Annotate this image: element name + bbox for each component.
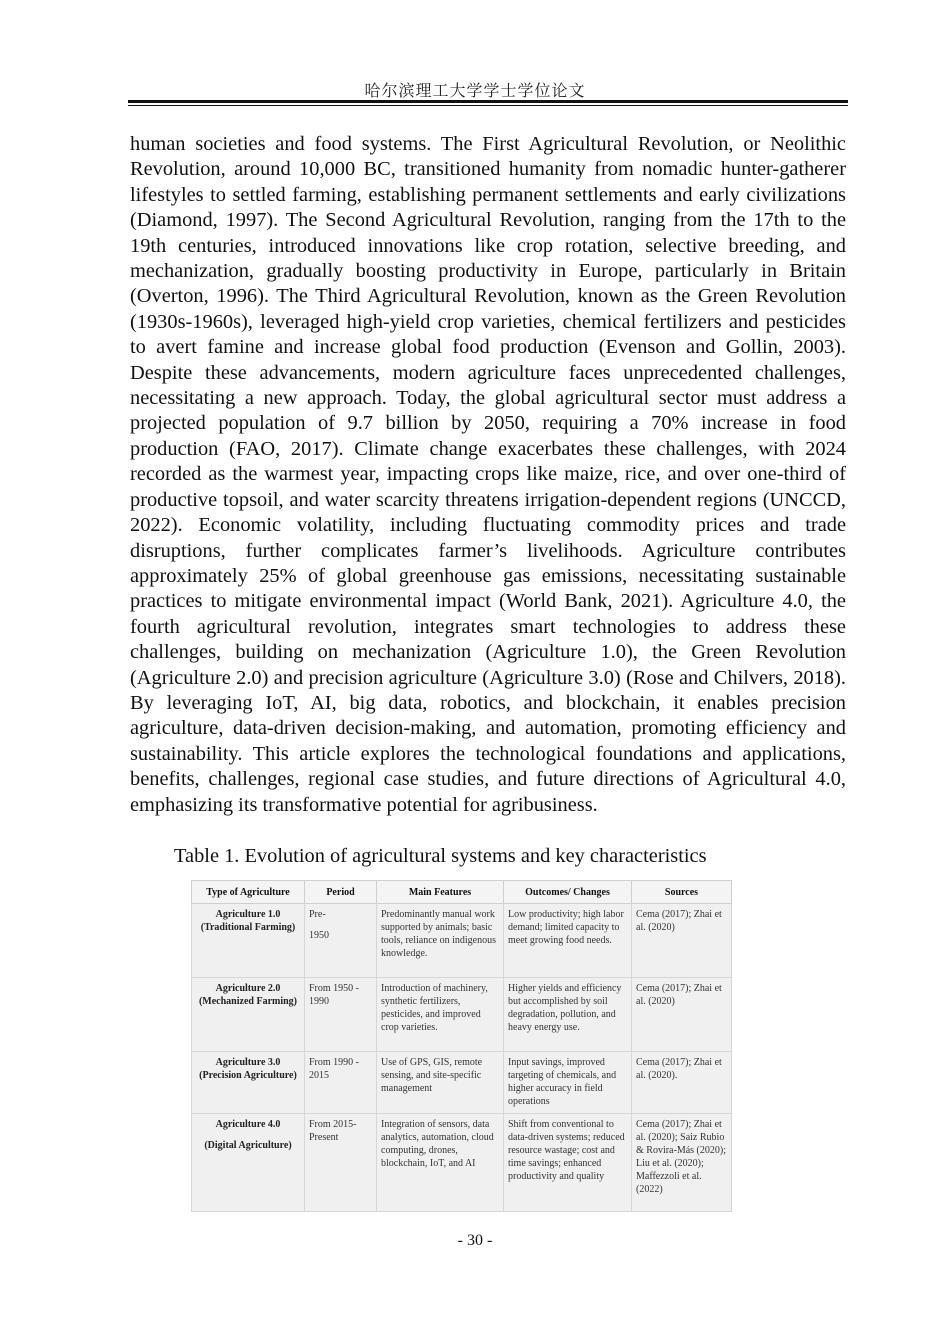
period-cell: From 1950 - 1990 [305, 978, 377, 1052]
header-period: Period [305, 881, 377, 904]
type-name: Agriculture 4.0 [215, 1119, 281, 1130]
outcomes-cell: Higher yields and efficiency but accomplished by soil degradation, pollution, and heavy energy use. [504, 978, 632, 1052]
header-features: Main Features [377, 881, 504, 904]
type-cell [192, 1114, 305, 1212]
features-cell: Integration of sensors, data analytics, automation, cloud computing, drones, blockchain, IoT, and AI [377, 1114, 504, 1212]
table-row [192, 1052, 732, 1114]
outcomes-cell: Low productivity; high labor demand; limited capacity to meet growing food needs. [504, 904, 632, 978]
period-cell: From 2015- Present [305, 1114, 377, 1212]
running-header: 哈尔滨理工大学学士学位论文 [364, 81, 586, 100]
header-rule-thick [128, 100, 848, 103]
type-subtitle: (Digital Agriculture) [204, 1140, 292, 1151]
type-cell [192, 1052, 305, 1114]
period-start: Pre- [309, 909, 326, 920]
features-cell: Predominantly manual work supported by animals; basic tools, reliance on indigenous knowledge. [377, 904, 504, 978]
features-cell: Use of GPS, GIS, remote sensing, and site-specific management [377, 1052, 504, 1114]
period-end: 1950 [309, 930, 329, 941]
type-cell [192, 904, 305, 978]
table-header-row [192, 881, 732, 904]
table-caption: Table 1. Evolution of agricultural systems and key characteristics [174, 845, 707, 867]
page-number: - 30 - [457, 1232, 493, 1249]
type-cell [192, 978, 305, 1052]
type-subtitle: (Precision Agriculture) [199, 1070, 297, 1081]
sources-cell: Cema (2017); Zhai et al. (2020). [632, 1052, 732, 1114]
header-rule-thin [128, 105, 848, 106]
table-row [192, 904, 732, 978]
evolution-table [191, 880, 732, 1212]
features-cell: Introduction of machinery, synthetic fertilizers, pesticides, and improved crop varieties. [377, 978, 504, 1052]
table-row [192, 1114, 732, 1212]
header-sources: Sources [632, 881, 732, 904]
type-subtitle: (Mechanized Farming) [198, 996, 298, 1007]
body-paragraph: human societies and food systems. The First Agricultural Revolution, or Neolithic Revolution, around 10,000 BC, transitioned humanity from nomadic hunter-gatherer lifestyles to settled farming, establishing permanent settlements and early civilizations (Diamond, 1997). The Second Agricultural Revolution, ranging from the 17th to the 19th centuries, introduced innovations like crop rotation, selective breeding, and mechanization, gradually boosting productivity in Europe, particularly in Britain (Overton, 1996). The Third Agricultural Revolution, known as the Green Revolution (1930s-1960s), leveraged high-yield crop varieties, chemical fertilizers and pesticides to avert famine and increase global food production (Evenson and Gollin, 2003). Despite these advancements, modern agriculture faces unprecedented challenges, necessitating a new approach. Today, the global agricultural sector must address a projected population of 9.7 billion by 2050, requiring a 70% increase in food production (FAO, 2017). Climate change exacerbates these challenges, with 2024 recorded as the warmest year, impacting crops like maize, rice, and over one-third of productive topsoil, and water scarcity threatens irrigation-dependent regions (UNCCD, 2022). Economic volatility, including fluctuating commodity prices and trade disruptions, further complicates farmer’s livelihoods. Agriculture contributes approximately 25% of global greenhouse gas emissions, necessitating sustainable practices to mitigate environmental impact (World Bank, 2021). Agriculture 4.0, the fourth agricultural revolution, integrates smart technologies to address these challenges, building on mechanization (Agriculture 1.0), the Green Revolution (Agriculture 2.0) and precision agriculture (Agriculture 3.0) (Rose and Chilvers, 2018). By leveraging IoT, AI, big data, robotics, and blockchain, it enables precision agriculture, data-driven decision-making, and automation, promoting efficiency and sustainability. This article explores the technological foundations and applications, benefits, challenges, regional case studies, and future directions of Agricultural 4.0, emphasizing its transformative potential for agribusiness. [130, 133, 846, 816]
sources-cell: Cema (2017); Zhai et al. (2020) [632, 904, 732, 978]
table-row [192, 978, 732, 1052]
type-name: Agriculture 3.0 [215, 1057, 281, 1068]
period-cell: From 1990 - 2015 [305, 1052, 377, 1114]
sources-cell: Cema (2017); Zhai et al. (2020) [632, 978, 732, 1052]
header-outcomes: Outcomes/ Changes [504, 881, 632, 904]
outcomes-cell: Input savings, improved targeting of chemicals, and higher accuracy in field operations [504, 1052, 632, 1114]
header-type: Type of Agriculture [192, 881, 305, 904]
type-subtitle: (Traditional Farming) [200, 922, 296, 933]
period-cell [305, 904, 377, 978]
type-name: Agriculture 1.0 [215, 909, 281, 920]
sources-cell: Cema (2017); Zhai et al. (2020); Saiz Rubio & Rovira-Más (2020); Liu et al. (2020); Maffezzoli et al. (2022) [632, 1114, 732, 1212]
type-name: Agriculture 2.0 [215, 983, 281, 994]
outcomes-cell: Shift from conventional to data-driven systems; reduced resource wastage; cost and time savings; enhanced productivity and quality [504, 1114, 632, 1212]
